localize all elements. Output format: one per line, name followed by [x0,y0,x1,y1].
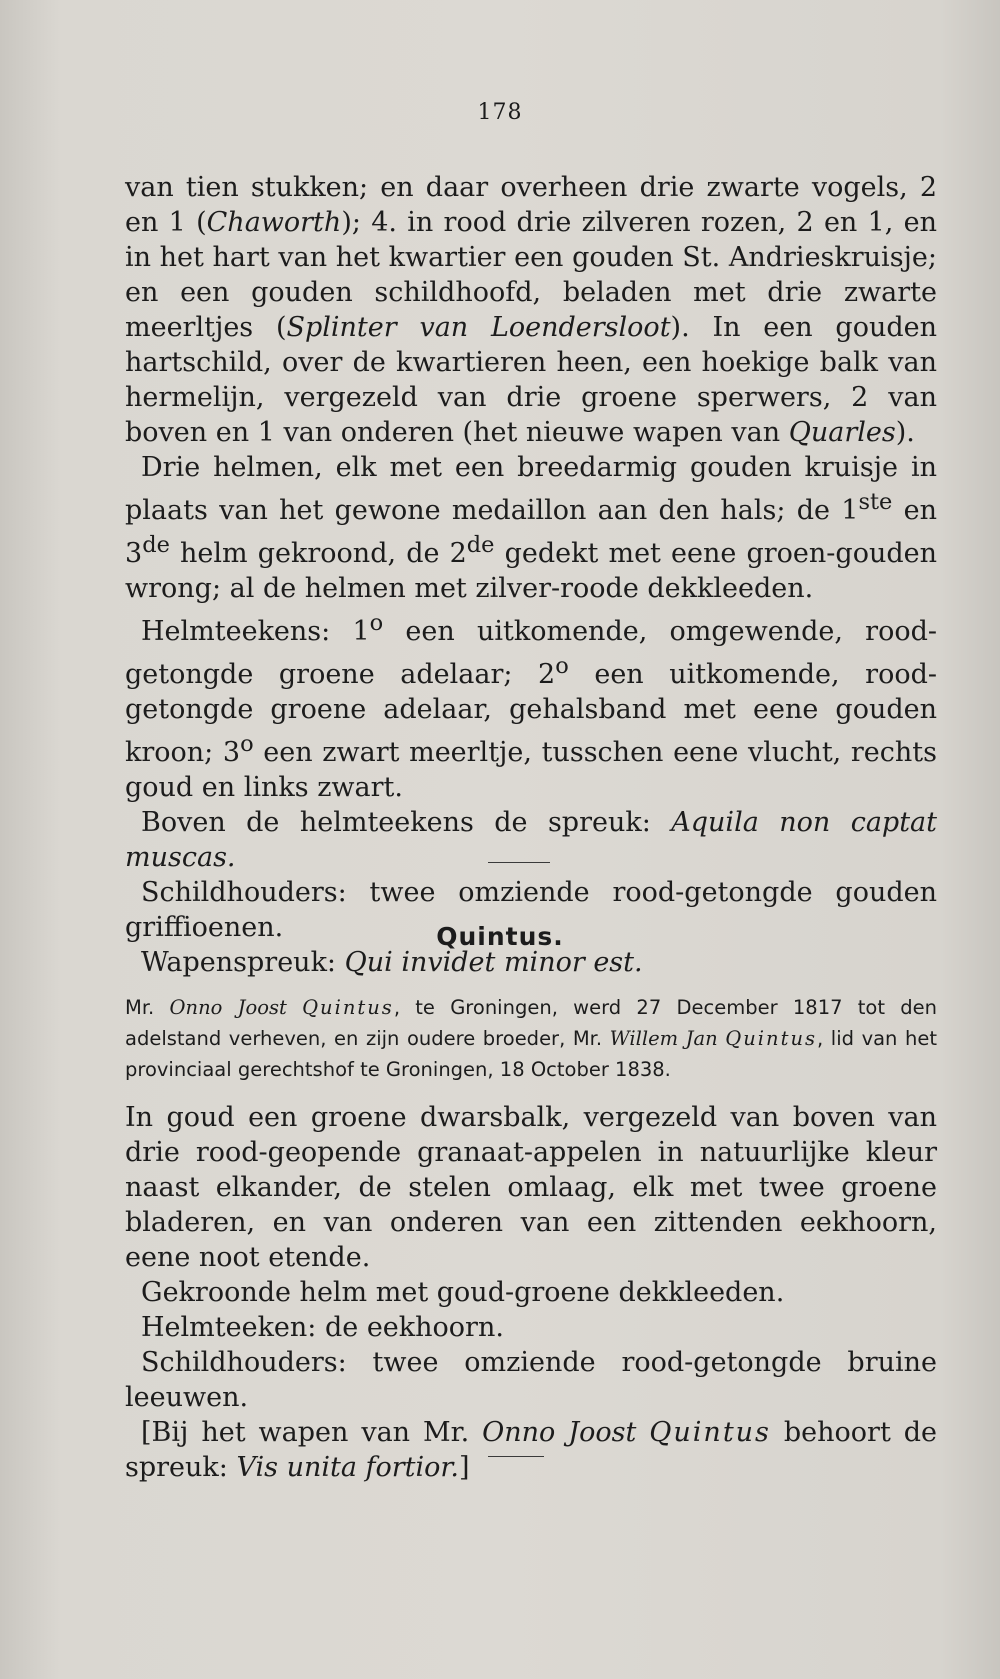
italic-name: Chaworth [206,207,342,238]
paragraph-quintus-crest: Helmteeken: de eekhoorn. [141,1312,504,1343]
ordinal-suffix: o [369,610,384,636]
end-divider [488,1456,544,1457]
quintus-text-block [125,1100,937,1485]
paragraph-crests: Helmteekens: 1$^o$ een uitkomende, omgewende, rood-getongde groene adelaar; 2$^o$ een uitkomende, rood-getongde groene adelaar, gehalsband met eene gouden kroon; 3$^o$ een zwart meerltje, tusschen eene vlucht, rechts goud en links zwart. [125,610,938,803]
italic-motto: Qui invidet minor est. [344,947,643,978]
italic-motto: Aquila non captat muscas. [125,807,937,873]
paragraph-quintus-helmet: Gekroonde helm met goud-groene dekkleeden. [141,1277,785,1308]
section-divider [488,862,550,863]
paragraph-motto: Wapenspreuk: Qui invidet minor est. [141,947,643,978]
italic-surname: Quintus [649,1417,771,1448]
italic-motto: Vis unita fortior. [236,1452,459,1483]
paragraph-arms-description: van tien stukken; en daar overheen drie zwarte vogels, 2 en 1 (Chaworth); 4. in rood drie zilveren rozen, 2 en 1, en in het hart van het kwartier een gouden St. Andrieskruisje; en een gouden schildhoofd, beladen met drie zwarte meerltjes (Splinter van Loendersloot). In een gouden hartschild, over de kwartieren heen, een hoekige balk van hermelijn, vergezeld van drie groene sperwers, 2 van boven en 1 van onderen (het nieuwe wapen van Quarles). [125,172,937,448]
paragraph-quintus-motto: [Bij het wapen van Mr. Onno Joost Quintus behoort de spreuk: Vis unita fortior.] [125,1417,938,1483]
italic-surname: Quintus [725,1027,818,1050]
paragraph-ennoblement: Mr. Onno Joost Quintus, te Groningen, werd 27 December 1817 tot den adelstand verheven, en zijn oudere broeder, Mr. Willem Jan Quintus, lid van het provinciaal gerechtshof te Groningen, 18 October 1838. [125,996,938,1081]
paragraph-quintus-arms: In goud een groene dwarsbalk, vergezeld van boven van drie rood-geopende granaat-appelen in natuurlijke kleur naast elkander, de stelen omlaag, elk met twee groene bladeren, en van onderen van een zittenden eekhoorn, eene noot etende. [125,1102,937,1273]
ordinal-suffix: de [466,532,495,558]
italic-name: Splinter van Loendersloot [286,312,671,343]
intro-text-block [125,992,937,1085]
ordinal-suffix: o [240,731,254,757]
page-number: 178 [477,100,523,125]
ordinal-suffix: ste [858,489,893,515]
paragraph-quintus-supporters: Schildhouders: twee omziende rood-getongde bruine leeuwen. [125,1347,937,1413]
italic-name: Willem Jan [609,1027,726,1050]
ordinal-suffix: de [142,532,170,558]
paragraph-motto-above-crests: Boven de helmteekens de spreuk: Aquila non captat muscas. [125,807,937,873]
paragraph-supporters: Schildhouders: twee omziende rood-getongde gouden griffioenen. [125,877,937,943]
italic-name: Quarles [788,417,896,448]
italic-surname: Quintus [302,996,394,1019]
italic-name: Onno Joost [169,996,303,1019]
italic-name: Onno Joost [482,1417,650,1448]
paragraph-helmets: Drie helmen, elk met een breedarmig gouden kruisje in plaats van het gewone medaillon aan den hals; de 1ste en 3de helm gekroond, de 2de gedekt met eene groen-gouden wrong; al de helmen met zilver-roode dekkleeden. [125,452,938,604]
section-heading: Quintus. [436,922,564,951]
ordinal-suffix: o [555,653,569,679]
top-text-block [125,170,937,980]
